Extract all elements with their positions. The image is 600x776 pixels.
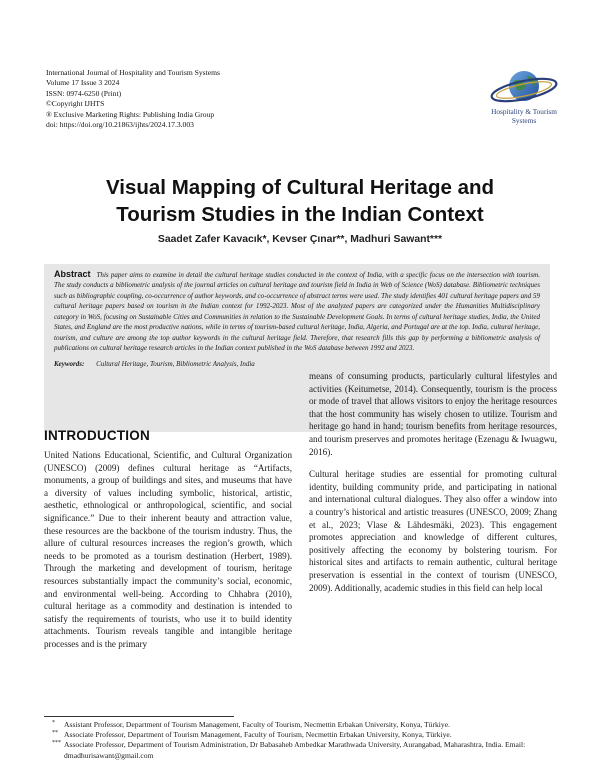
- keywords-list: Cultural Heritage, Tourism, Bibliometric Analysis, India: [96, 359, 255, 368]
- footnote-text: Associate Professor, Department of Tourism Administration, Dr Babasaheb Ambedkar Marathwada University, Aurangabad, Maharashtra, India. Email: dmadhurisawant@gmail.com: [64, 740, 526, 760]
- abstract-label: Abstract: [54, 269, 91, 279]
- footnote-text: Assistant Professor, Department of Tourism Management, Faculty of Tourism, Necmettin Erbakan University, Konya, Türkiye.: [64, 720, 450, 729]
- footnote-mark: *: [52, 720, 55, 726]
- left-column: [44, 449, 292, 651]
- journal-doi[interactable]: doi: https://doi.org/10.21863/ijhts/2024.17.3.003: [46, 120, 194, 130]
- keywords-label: Keywords:: [54, 359, 85, 368]
- logo-line: Hospitality & Tourism: [491, 107, 557, 116]
- journal-meta: [46, 68, 306, 130]
- intro-paragraph: means of consuming products, particularly cultural lifestyles and activities (Keitumetse, 2014). Consequently, tourism is the process or mode of travel that allows visitors to enjoy the heritage resources that the host community has wisely chosen to utilize. Tourism and heritage go hand in hand; tourism benefits from heritage resources, and tourism preserves and promotes heritage (Ezenagu & Iwuagwu, 2016).: [309, 371, 557, 457]
- journal-volume: Volume 17 Issue 3 2024: [46, 78, 120, 88]
- section-heading-introduction: INTRODUCTION: [44, 428, 150, 443]
- title-line: Visual Mapping of Cultural Heritage and: [105, 176, 495, 199]
- abstract-paragraph: [54, 269, 540, 354]
- logo-line: Systems: [511, 115, 537, 125]
- footnote: [44, 740, 556, 760]
- logo-text: [472, 108, 576, 126]
- paper-title: [40, 174, 560, 228]
- intro-paragraph: United Nations Educational, Scientific, and Cultural Organization (UNESCO) (2009) defines cultural heritage as “Artifacts, monuments, a group of buildings and sites, and museums that have a diversity of values including symbolic, historical, artistic, aesthetic, ethnological or anthropological, scientific, and social significance.” Due to their inherent beauty and attraction value, these resources are the backbone of the tourism industry. Thus, the allure of cultural resources increases the region’s growth, which needs to be promoted as a tourism destination (Herbert, 1989). Through the marketing and development of tourism, heritage resources substantially impact the community’s social, economic, and environmental well-being. According to Chhabra (2010), cultural heritage as a commodity and destination is intended to satisfy the requirements of tourists, who use it to build identity attachments. Tourism reveals tangible and intangible heritage processes and is the primary: [44, 450, 292, 649]
- keywords: [54, 360, 540, 368]
- footnote: [44, 730, 556, 740]
- journal-rights: ® Exclusive Marketing Rights: Publishing India Group: [46, 109, 215, 119]
- footnote-mark: **: [52, 730, 58, 737]
- footnote-mark: ***: [52, 740, 61, 747]
- abstract-body: This paper aims to examine in detail the cultural heritage studies conducted in the context of India, with a specific focus on the intersection with tourism. The study conducts a bibliometric analysis of the journal articles on cultural heritage and tourism field in India in Web of Science (WoS) database. Bibliometric techniques such as bibliographic coupling, co-occurrence of author keywords, and co-occurrence of abstract terms were used. The study identifies 401 cultural heritage papers and 59 cultural heritage papers based on tourism in the Indian context for 1992-2023. Most of the analyzed papers are categorized under the Humanities Multidisciplinary category in WoS, focusing on Sustainable Cities and Communities in relation to the Sustainable Development Goals. In terms of cultural heritage studies, India, the United States, and England are the most productive nations, while in terms of tourism-based cultural heritage, India, Algeria, and Portugal are at the top. India, cultural heritage, tourism, and culture are among the top author keywords in the cultural heritage field. Therefore, that research fills this gap by performing a bibliometric analysis of publications on cultural heritage research articles in the Indian context published in the WoS database between 1992 and 2023.: [54, 271, 540, 353]
- footnote-text: Associate Professor, Department of Tourism Management, Faculty of Tourism, Necmettin Erbakan University, Konya, Türkiye.: [64, 730, 452, 740]
- footnote-rule: [44, 716, 234, 717]
- journal-name: International Journal of Hospitality and Tourism Systems: [46, 68, 220, 77]
- author-list: Saadet Zafer Kavacık*, Kevser Çınar**, Madhuri Sawant***: [157, 234, 443, 245]
- intro-paragraph: Cultural heritage studies are essential for promoting cultural identity, building community pride, and participating in national and international cultural dialogues. They also offer a window into a country’s historical and artistic treasures (UNESCO, 2009; Zhang et al., 2023; Vlase & Lähdesmäki, 2023). This engagement promotes appreciation and knowledge of different cultures, positively affecting the economy by bolstering tourism. For historical sites and artifacts to remain authentic, cultural heritage preservation is essential in the context of tourism (UNESCO, 2009). Additionally, academic studies in this field can help local: [309, 469, 557, 593]
- title-line: Tourism Studies in the Indian Context: [116, 203, 484, 226]
- right-column: [309, 370, 557, 594]
- journal-copyright: ©Copyright IJHTS: [46, 99, 105, 109]
- footnote: [44, 720, 556, 730]
- footnotes: [44, 720, 556, 761]
- journal-issn: ISSN: 0974-6250 (Print): [46, 88, 122, 98]
